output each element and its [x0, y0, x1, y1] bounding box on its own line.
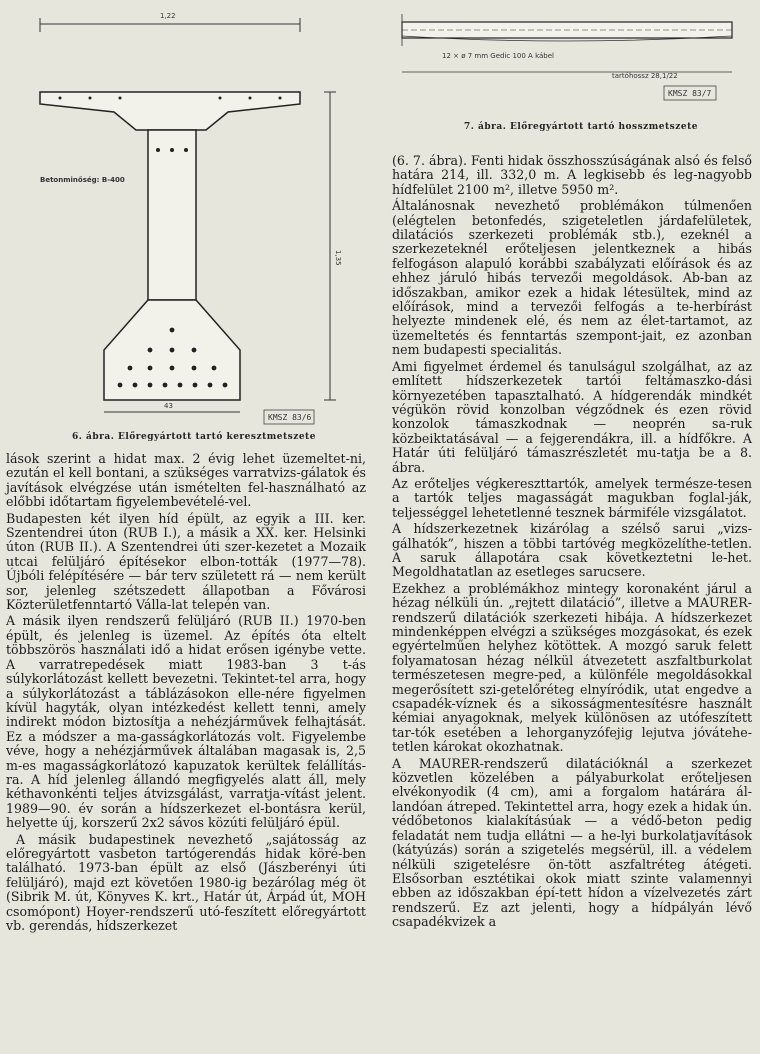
figure6-caption: 6. ábra. Előregyártott tartó keresztmetszete — [72, 432, 316, 442]
web — [148, 130, 196, 300]
paragraph: A MAURER-rendszerű dilatációknál a szerkezet közvetlen közelében a pályaburkolat erőteljesen elvékonyodik (4 cm), ami a forgalom határára ál-landóan átreped. Tekintettel arra, hogy ezek a hidak ún. védőbetonos kialakításúak — a védő-beton pedig feladatát nem tudja ellátni — a he-lyi burkolatjavítások (kátyúzás) során a szigetelés megsérül, ill. a védelem nélküli szigetelésre ön-tött aszfaltréteg átégeti. Elsősorban esztétikai okok miatt szinte valamennyi ebben az időszakban épí-tett hídon a vízelvezetés zárt rendszerű. Ez azt jelenti, hogy a hídpályán lévő csapadékvizek a — [392, 755, 752, 930]
figure-7 — [386, 0, 756, 148]
paragraph: (6. 7. ábra). Fenti hidak összhosszúságának alsó és felső határa 214, ill. 332,0 m. A legkisebb és leg-nagyobb hídfelület 2100 m², illetve 5950 m². — [392, 153, 753, 197]
paragraph: Általánosnak nevezhető problémákon túlmenően (elégtelen betonfedés, szigeteletlen járdafelületek, dilatációs szerkezeti problémák stb.), ezeknél a szerkezeteknél erőteljesen jelentkeznek a hibás felfogáson alapuló korábbi szabályzati előírások és az ehhez járuló hibás tervezői megoldások. Ab-ban az időszakban, amikor ezek a hidak létesültek, mind az előírások, mind a tervezői felfogás a te-herbírást helyezte mindenek elé, és nem az élet-tartamot, az üzemeltetés és fenntartás szempont-jait, ez azonban nem budapesti specialitás. — [392, 198, 752, 358]
dim-bottom-label: 43 — [164, 402, 173, 410]
paragraph: Az erőteljes végkereszttartók, amelyek természe-tesen a tartók teljes magasságát magukban foglal-ják, teljességgel lehetetlenné tesznek bármiféle vizsgálatot. — [392, 475, 752, 520]
paragraph: Ezekhez a problémákhoz mintegy koronaként járul a hézag nélküli ún. „rejtett dilatáció”, illetve a MAURER-rendszerű dilatációk szerkezeti hibája. A hídszerkezet mindenképpen elvégzi a szükséges mozgásokat, és ezek egyértelműen helyhez kötöttek. A mozgó saruk felett folyamatosan hézag nélkül átvezetett aszfaltburkolat természetesen megre-ped, a különféle megoldásokkal megerősített szi-getelőréteg elnyíródik, utat engedve a csapadék-víznek és a sikosságmentesítésre használt kémiai anyagoknak, melyek különösen az utófeszített tar-tók esetében a lehorganyzófejig lejutva jóvátehe-tetlen károkat okozhatnak. — [392, 580, 752, 755]
paragraph: lások szerint a hidat max. 2 évig lehet üzemeltet-ni, ezután el kell bontani, a szükséges varratvizs-gálatok és javítások elvégzése után ismételten fel-használható az előbbi időtartam figyelembevételé-vel. — [6, 451, 366, 510]
figure7-code: KMSZ 83/7 — [668, 89, 712, 98]
dim-height-label: 1,35 — [334, 250, 342, 266]
figure6-code: KMSZ 83/6 — [268, 413, 312, 422]
paragraph: A másik ilyen rendszerű felüljáró (RUB II.) 1970-ben épült, és jelenleg is üzemel. Az építés óta eltelt többszörös használati idő a hidat erősen igénybe vette. A varratrepedések miatt 1983-ban 3 t-ás súlykorlátozást kellett bevezetni. Tekintet-tel arra, hogy a súlykorlátozást a táblázásokon elle-nére figyelmen kívül hagyták, olyan intézkedést kellett tenni, amely indirekt módon biztosítja a nehézjárművek felhajtását. Ez a módszer a ma-gasságkorlátozás volt. Figyelembe véve, hogy a nehézjárművek általában magasak is, 2,5 m-es magasságkorlátozó kapuzatok kerültek felállítás-ra. A híd jelenleg állandó megfigyelés alatt áll, mely kéthavonkénti teljes átvizsgálást, varratja-vítást jelent. 1989—90. év során a hídszerkezet el-bontásra kerül, helyette új, korszerű 2x2 sávos közúti felüljáró épül. — [6, 613, 366, 831]
dim-top-label: 1,22 — [160, 12, 176, 20]
cross-section-drawing — [0, 0, 372, 452]
concrete-grade-label: Betonminőség: B-400 — [40, 176, 125, 184]
paragraph: A hídszerkezetnek kizárólag a szélső sarui „vizs-gálhatók”, hiszen a többi tartóvég megközelíthe-tetlen. A saruk állapotára csak következtetni le-het. Megoldhatatlan az esetleges sarucsere. — [392, 521, 752, 580]
figure7-caption: 7. ábra. Előregyártott tartó hosszmetszete — [464, 122, 698, 132]
paragraph: Ami figyelmet érdemel és tanulságul szolgálhat, az az említett hídszerkezetek tartói feltámaszko-dási környezetében tapasztalható. A hídgerendák mindkét végükön rövid konzolban végződnek és ezen rövid konzolok támaszkodnak — neoprén sa-ruk közbeiktatásával — a fejgerendákra, ill. a hídfőkre. A Határ úti felüljáró támaszrészletét mu-tatja be a 8. ábra. — [392, 358, 752, 475]
tendon-label: 12 × ø 7 mm Gedic 100 A kábel — [442, 52, 554, 60]
paragraph: Budapesten két ilyen híd épült, az egyik a III. ker. Szentendrei úton (RUB I.), a másik a XX. ker. Helsinki úton (RUB II.). A Szentendrei úti szer-kezetet a Mozaik utcai felüljáró építésekor elbon-tották (1977—78). Újbóli felépítésére — bár terv született rá — nem került sor, jelenleg szétszedett állapotban a Fővárosi Közterületfenntartó Válla-lat telepén van. — [6, 510, 366, 613]
right-column — [386, 0, 756, 930]
figure-6 — [0, 0, 372, 452]
paragraph: A másik budapestinek nevezhető „sajátosság az előregyártott vasbeton tartógerendás hidak köré-ben található. 1973-ban épült az első (Jászberényi úti felüljáró), majd ezt követően 1980-ig bezárólag még öt (Sibrik M. út, Könyves K. krt., Határ út, Árpád út, MOH csomópont) Hoyer-rendszerű utó-feszített előregyártott vb. gerendás, hídszerkezet — [6, 831, 366, 933]
right-body-text — [392, 154, 752, 930]
left-column — [0, 0, 372, 933]
length-label: tartóhossz 28,1/22 — [612, 72, 678, 80]
top-flange — [40, 92, 300, 130]
left-body-text — [6, 452, 366, 933]
